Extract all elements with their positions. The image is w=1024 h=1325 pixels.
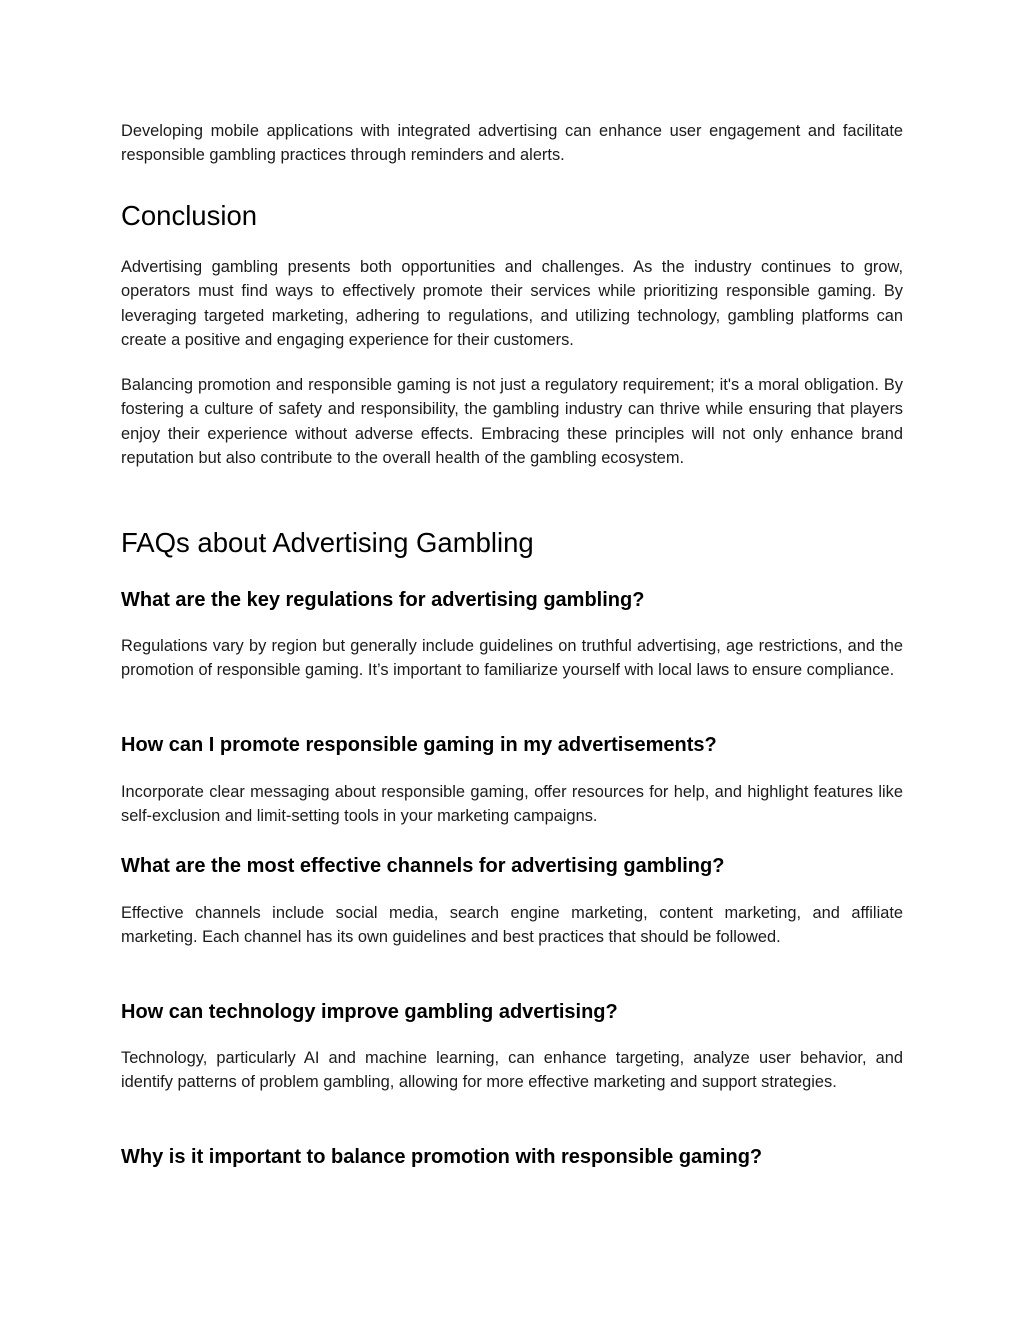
faq-question-1: What are the key regulations for advertising gambling? [121, 589, 645, 611]
faq-answer-4: Technology, particularly AI and machine learning, can enhance targeting, analyze user behavior, and identify patterns of problem gambling, allowing for more effective marketing and support strategies. [121, 1049, 903, 1092]
faq-answer-3: Effective channels include social media, search engine marketing, content marketing, and affiliate marketing. Each channel has its own guidelines and best practices that should be followed. [121, 904, 903, 947]
heading-conclusion: Conclusion [121, 200, 258, 231]
conclusion-paragraph-2: Balancing promotion and responsible gaming is not just a regulatory requirement; it's a moral obligation. By fostering a culture of safety and responsibility, the gambling industry can thrive while ensuring that players enjoy their experience without adverse effects. Embracing these principles will not only enhance brand reputation but also contribute to the overall health of the gambling ecosystem. [121, 376, 903, 468]
heading-faqs: FAQs about Advertising Gambling [121, 527, 534, 558]
intro-paragraph: Developing mobile applications with integrated advertising can enhance user engagement and facilitate responsible gambling practices through reminders and alerts. [121, 122, 903, 165]
faq-question-3: What are the most effective channels for advertising gambling? [121, 855, 725, 877]
faq-question-2: How can I promote responsible gaming in my advertisements? [121, 734, 717, 756]
faq-question-5: Why is it important to balance promotion with responsible gaming? [121, 1146, 763, 1168]
faq-answer-2: Incorporate clear messaging about responsible gaming, offer resources for help, and highlight features like self-exclusion and limit-setting tools in your marketing campaigns. [121, 783, 903, 826]
conclusion-paragraph-1: Advertising gambling presents both opportunities and challenges. As the industry continues to grow, operators must find ways to effectively promote their services while prioritizing responsible gaming. By leveraging targeted marketing, adhering to regulations, and utilizing technology, gambling platforms can create a positive and engaging experience for their customers. [121, 258, 903, 350]
faq-answer-1: Regulations vary by region but generally include guidelines on truthful advertising, age restrictions, and the promotion of responsible gaming. It’s important to familiarize yourself with local laws to ensure compliance. [121, 637, 903, 680]
faq-question-4: How can technology improve gambling advertising? [121, 1001, 618, 1023]
